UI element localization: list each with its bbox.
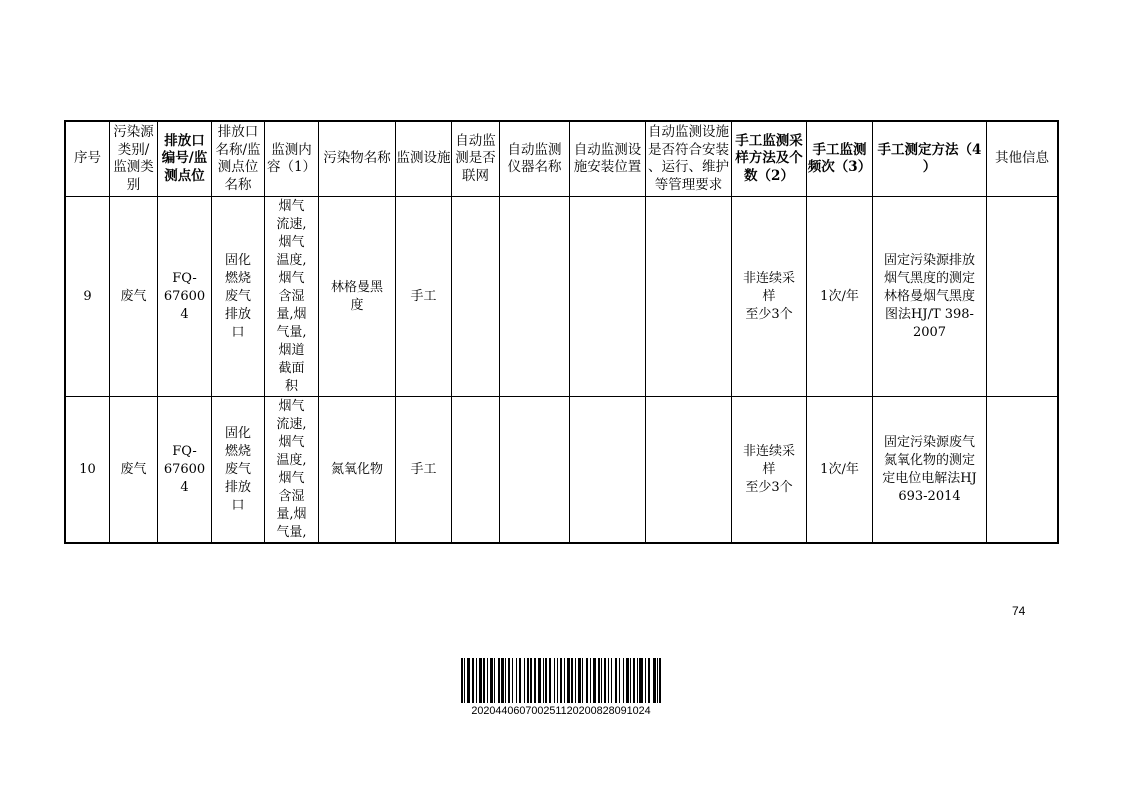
page-number: 74	[1012, 604, 1026, 618]
row-9-pollutant-name: 林格曼黑 度	[319, 197, 396, 397]
header-auto-instrument-name: 自动监测 仪器名称	[500, 122, 570, 197]
monitoring-table	[64, 120, 1059, 544]
row-9-auto-compliance	[646, 197, 732, 397]
row-9-auto-install-location	[570, 197, 646, 397]
row-10-monitoring-content: 烟气 流速, 烟气 温度, 烟气 含湿 量,烟 气量,	[265, 397, 319, 542]
barcode	[459, 658, 663, 704]
row-10-monitoring-facility: 手工	[396, 397, 452, 542]
header-source-category: 污染源 类别/ 监测类 别	[110, 122, 158, 197]
row-10-manual-frequency: 1次/年	[807, 397, 873, 542]
row-10-auto-compliance	[646, 397, 732, 542]
row-9-manual-frequency: 1次/年	[807, 197, 873, 397]
header-manual-frequency: 手工监测 频次（3）	[807, 122, 873, 197]
row-10-pollutant-name: 氮氧化物	[319, 397, 396, 542]
row-9-serial-number: 9	[66, 197, 110, 397]
row-9-monitoring-content: 烟气 流速, 烟气 温度, 烟气 含湿 量,烟 气量, 烟道 截面 积	[265, 197, 319, 397]
header-other-info: 其他信息	[987, 122, 1057, 197]
header-auto-networked: 自动监 测是否 联网	[452, 122, 500, 197]
row-9-manual-sampling-method: 非连续采 样 至少3个	[732, 197, 807, 397]
row-10-source-category: 废气	[110, 397, 158, 542]
header-manual-sampling-method: 手工监测采 样方法及个 数（2）	[732, 122, 807, 197]
row-10-outlet-code: FQ- 67600 4	[158, 397, 212, 542]
barcode-number: 202044060700251120200828091024	[471, 705, 651, 717]
header-pollutant-name: 污染物名称	[319, 122, 396, 197]
header-outlet-name: 排放口 名称/监 测点位 名称	[212, 122, 265, 197]
row-9-manual-method: 固定污染源排放 烟气黑度的测定 林格曼烟气黑度 图法HJ/T 398- 2007	[873, 197, 987, 397]
row-10-manual-sampling-method: 非连续采 样 至少3个	[732, 397, 807, 542]
row-9-monitoring-facility: 手工	[396, 197, 452, 397]
row-9-outlet-code: FQ- 67600 4	[158, 197, 212, 397]
header-manual-method: 手工测定方法（4 ）	[873, 122, 987, 197]
row-9-auto-networked	[452, 197, 500, 397]
barcode-bars	[461, 658, 661, 703]
row-10-serial-number: 10	[66, 397, 110, 542]
row-9-other-info	[987, 197, 1057, 397]
header-auto-install-location: 自动监测设 施安装位置	[570, 122, 646, 197]
header-auto-compliance: 自动监测设施 是否符合安装 、运行、维护 等管理要求	[646, 122, 732, 197]
row-10-auto-install-location	[570, 397, 646, 542]
header-serial-number: 序号	[66, 122, 110, 197]
row-9-outlet-name: 固化 燃烧 废气 排放 口	[212, 197, 265, 397]
header-monitoring-content: 监测内 容（1）	[265, 122, 319, 197]
row-10-auto-networked	[452, 397, 500, 542]
row-10-auto-instrument-name	[500, 397, 570, 542]
header-monitoring-facility: 监测设施	[396, 122, 452, 197]
row-10-outlet-name: 固化 燃烧 废气 排放 口	[212, 397, 265, 542]
row-9-source-category: 废气	[110, 197, 158, 397]
header-outlet-code: 排放口 编号/监 测点位	[158, 122, 212, 197]
row-9-auto-instrument-name	[500, 197, 570, 397]
row-10-manual-method: 固定污染源废气 氮氧化物的测定 定电位电解法HJ 693-2014	[873, 397, 987, 542]
row-10-other-info	[987, 397, 1057, 542]
